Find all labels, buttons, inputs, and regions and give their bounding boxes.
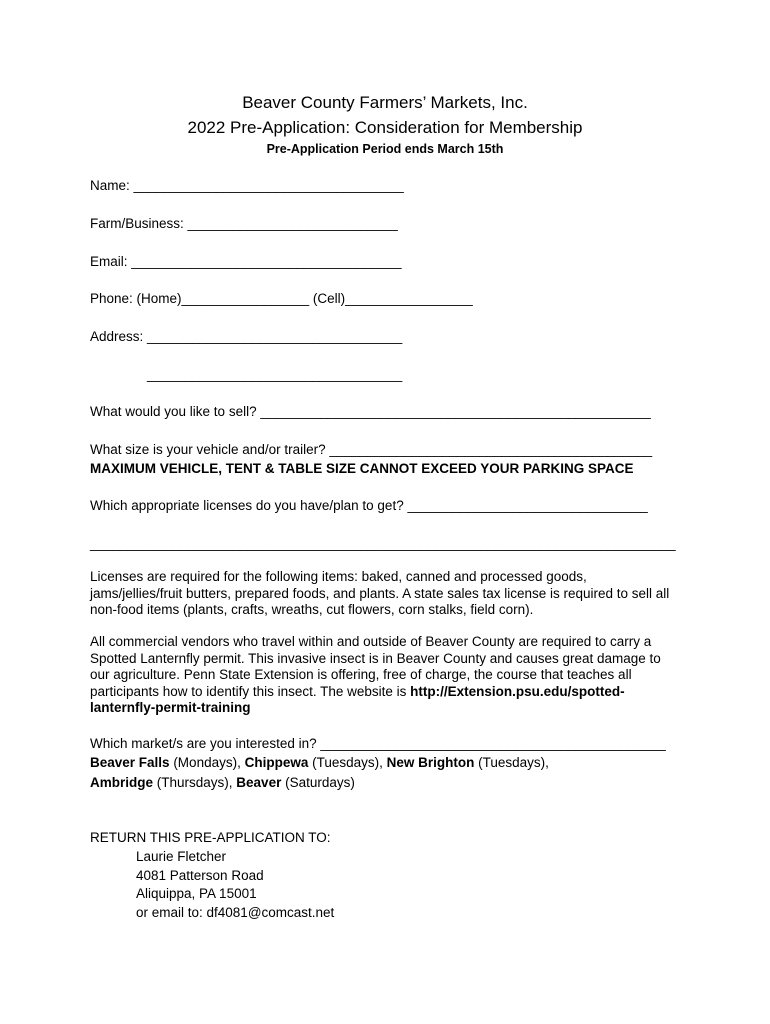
- return-name: Laurie Fletcher: [136, 849, 227, 864]
- application-period: Pre-Application Period ends March 15th: [266, 142, 504, 156]
- lanternfly-info-text: [90, 634, 675, 717]
- markets-interest-field[interactable]: Which market/s are you interested in? ______________________________________________: [90, 736, 666, 751]
- return-heading: RETURN THIS PRE-APPLICATION TO:: [90, 830, 331, 845]
- market-beaver-day: (Saturdays): [281, 775, 355, 790]
- lanternfly-info-paragraph: [90, 634, 675, 717]
- document-subtitle: 2022 Pre-Application: Consideration for Membership: [187, 118, 583, 137]
- name-field[interactable]: Name: ____________________________________: [90, 178, 404, 193]
- return-street: 4081 Patterson Road: [136, 868, 264, 883]
- return-city: Aliquippa, PA 15001: [136, 886, 257, 901]
- lanternfly-training-link[interactable]: http://Extension.psu.edu/spotted-lanternfly-permit-training: [90, 683, 625, 715]
- vehicle-size-field[interactable]: What size is your vehicle and/or trailer? ___________________________________________: [90, 442, 653, 457]
- market-beaver-falls: Beaver Falls: [90, 755, 170, 770]
- lanternfly-info-body: All commercial vendors who travel within and outside of Beaver County are required to carry a Spotted Lanternfly permit. This invasive insect is in Beaver County and causes great damage to our agriculture. Penn State Extension is offering, free of charge, the course that teaches all participants how to identify this insect. The website is: [90, 634, 661, 699]
- return-email[interactable]: or email to: df4081@comcast.net: [136, 905, 335, 920]
- address-line-2-field[interactable]: __________________________________: [147, 367, 403, 382]
- email-field[interactable]: Email: ____________________________________: [90, 254, 402, 269]
- market-beaver-falls-day: (Mondays),: [169, 755, 245, 770]
- phone-field[interactable]: Phone: (Home)_________________ (Cell)_________________: [90, 291, 473, 306]
- farm-business-field[interactable]: Farm/Business: ____________________________: [90, 216, 398, 231]
- market-new-brighton-day: (Tuesdays),: [474, 755, 549, 770]
- licenses-field[interactable]: Which appropriate licenses do you have/plan to get? ________________________________: [90, 498, 648, 513]
- licenses-info-text: Licenses are required for the following items: baked, canned and processed goods, jams/jellies/fruit butters, prepared foods, and plants. A state sales tax license is required to sell all non-food items (plants, crafts, wreaths, cut flowers, corn stalks, field corn).: [90, 569, 670, 617]
- address-field[interactable]: Address: __________________________________: [90, 329, 403, 344]
- market-ambridge: Ambridge: [90, 775, 154, 790]
- markets-list-line-1: [90, 755, 549, 770]
- market-new-brighton: New Brighton: [386, 755, 475, 770]
- market-chippewa: Chippewa: [244, 755, 309, 770]
- vehicle-size-warning: MAXIMUM VEHICLE, TENT & TABLE SIZE CANNOT EXCEED YOUR PARKING SPACE: [90, 461, 634, 476]
- licenses-field-line-2[interactable]: ______________________________________________________________________________: [90, 536, 676, 551]
- market-chippewa-day: (Tuesdays),: [308, 755, 387, 770]
- market-ambridge-day: (Thursdays),: [153, 775, 237, 790]
- document-title: Beaver County Farmers’ Markets, Inc.: [242, 93, 528, 112]
- market-beaver: Beaver: [236, 775, 282, 790]
- products-to-sell-field[interactable]: What would you like to sell? ____________________________________________________: [90, 404, 651, 419]
- markets-list-line-2: [90, 775, 355, 790]
- licenses-info-paragraph: [90, 569, 675, 619]
